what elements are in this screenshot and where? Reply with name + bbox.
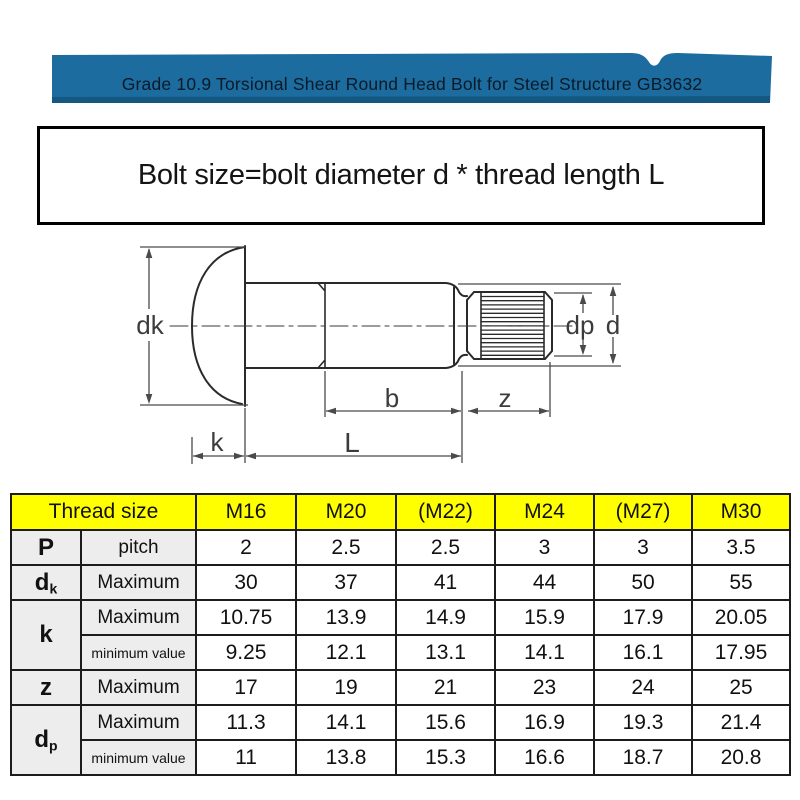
table-cell: 16.1 — [594, 635, 692, 670]
table-row-dp-max — [11, 705, 790, 740]
table-cell: 16.6 — [495, 740, 594, 775]
table-cell: 15.3 — [396, 740, 495, 775]
size-header-m16: M16 — [196, 494, 296, 530]
table-cell: 9.25 — [196, 635, 296, 670]
table-cell: 16.9 — [495, 705, 594, 740]
banner-bottom-shadow — [52, 96, 770, 103]
table-cell: 13.1 — [396, 635, 495, 670]
label-L: L — [344, 427, 360, 458]
table-cell: 23 — [495, 670, 594, 705]
table-cell: 3 — [495, 530, 594, 565]
table-cell: 19.3 — [594, 705, 692, 740]
table-cell: 14.1 — [296, 705, 396, 740]
table-cell: 11 — [196, 740, 296, 775]
table-cell: 15.6 — [396, 705, 495, 740]
table-cell: 37 — [296, 565, 396, 600]
param-symbol-p — [11, 530, 81, 565]
param-qualifier: Maximum — [81, 600, 196, 635]
table-cell: 17 — [196, 670, 296, 705]
banner-title: Grade 10.9 Torsional Shear Round Head Bolt for Steel Structure GB3632 — [121, 74, 703, 94]
label-k: k — [210, 427, 224, 457]
size-header-m24: M24 — [495, 494, 594, 530]
param-qualifier: Maximum — [81, 670, 196, 705]
param-symbol-sub: k — [49, 580, 58, 596]
table-row-z — [11, 670, 790, 705]
table-cell: 11.3 — [196, 705, 296, 740]
param-symbol-text: d — [34, 726, 50, 753]
table-cell: 24 — [594, 670, 692, 705]
param-symbol-text: z — [40, 673, 52, 701]
table-cell: 10.75 — [196, 600, 296, 635]
size-header-m22: (M22) — [396, 494, 495, 530]
table-row-k-min — [11, 635, 790, 670]
table-cell: 41 — [396, 565, 495, 600]
table-row-dk — [11, 565, 790, 600]
table-cell: 55 — [692, 565, 790, 600]
table-cell: 12.1 — [296, 635, 396, 670]
table-cell: 15.9 — [495, 600, 594, 635]
label-z: z — [498, 383, 512, 413]
table-header-row — [11, 494, 790, 530]
table-cell: 3.5 — [692, 530, 790, 565]
param-qualifier: Maximum — [81, 565, 196, 600]
param-symbol-dp — [11, 705, 81, 775]
table-cell: 20.05 — [692, 600, 790, 635]
banner — [52, 53, 772, 103]
param-qualifier: Maximum — [81, 705, 196, 740]
label-b: b — [384, 383, 400, 413]
table-cell: 21 — [396, 670, 495, 705]
label-dk: dk — [136, 310, 164, 340]
table-row-dp-min — [11, 740, 790, 775]
param-symbol-z — [11, 670, 81, 705]
param-symbol-text: k — [39, 621, 53, 648]
table-cell: 44 — [495, 565, 594, 600]
size-header-m27: (M27) — [594, 494, 692, 530]
param-symbol-text: d — [34, 568, 50, 596]
table-row-k-max — [11, 600, 790, 635]
size-header-m20: M20 — [296, 494, 396, 530]
param-qualifier: pitch — [81, 530, 196, 565]
table-cell: 20.8 — [692, 740, 790, 775]
table-cell: 14.1 — [495, 635, 594, 670]
label-d: d — [605, 310, 621, 340]
table-cell: 2.5 — [396, 530, 495, 565]
table-cell: 17.95 — [692, 635, 790, 670]
size-header-m30: M30 — [692, 494, 790, 530]
table-cell: 19 — [296, 670, 396, 705]
table-cell: 25 — [692, 670, 790, 705]
table-cell: 21.4 — [692, 705, 790, 740]
table-row-p — [11, 530, 790, 565]
param-qualifier: minimum value — [81, 740, 196, 775]
spec-table — [10, 493, 791, 776]
table-cell: 18.7 — [594, 740, 692, 775]
param-symbol-dk — [11, 565, 81, 600]
table-cell: 3 — [594, 530, 692, 565]
table-cell: 2 — [196, 530, 296, 565]
bolt-size-title-text: Bolt size=bolt diameter d * thread length L — [137, 159, 665, 191]
bolt-size-title-box — [37, 126, 765, 225]
thread-size-header: Thread size — [11, 494, 196, 530]
table-cell: 30 — [196, 565, 296, 600]
table-cell: 17.9 — [594, 600, 692, 635]
param-qualifier: minimum value — [81, 635, 196, 670]
param-symbol-k — [11, 600, 81, 670]
param-symbol-sub: p — [49, 737, 58, 754]
label-dp: dp — [565, 310, 595, 340]
table-cell: 14.9 — [396, 600, 495, 635]
table-cell: 13.8 — [296, 740, 396, 775]
table-cell: 13.9 — [296, 600, 396, 635]
bolt-diagram — [170, 246, 572, 406]
param-symbol-text: P — [37, 533, 54, 561]
table-cell: 2.5 — [296, 530, 396, 565]
table-cell: 50 — [594, 565, 692, 600]
